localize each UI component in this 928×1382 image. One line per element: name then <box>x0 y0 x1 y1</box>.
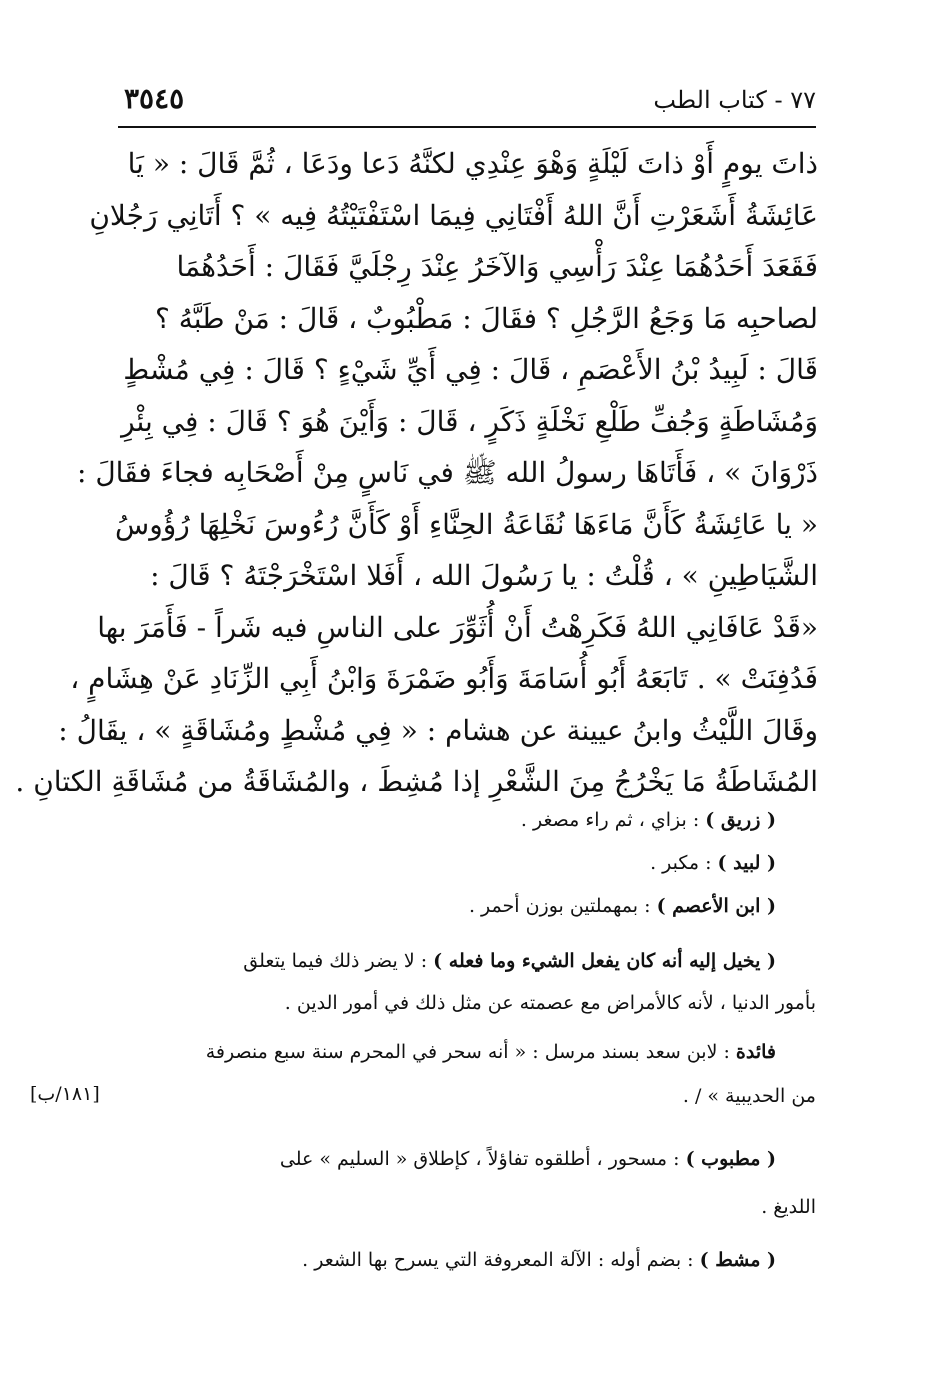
chapter-title: ٧٧ - كتاب الطب <box>653 86 816 114</box>
text-line: عَائِشَةُ أَشَعَرْتِ أَنَّ اللهُ أَفْتَانِي فِيمَا اسْتَفْتَيْتُهُ فِيه » ؟ أَتَانِي رَجُلانِ <box>89 198 818 232</box>
note-zuraiq <box>521 800 776 840</box>
text-line: الشَّيَاطِينِ » ، قُلْتُ : يا رَسُولَ الله ، أَفَلا اسْتَخْرَجْتَهُ ؟ قَالَ : <box>150 559 818 592</box>
note-term: ( لبيد ) <box>717 852 776 874</box>
header-divider <box>118 126 816 128</box>
text-line: وَمُشَاطَةٍ وَجُفِّ طَلْعِ نَخْلَةٍ ذَكَرٍ ، قَالَ : وَأَيْنَ هُوَ ؟ قَالَ : فِي بِئْرِ <box>121 404 818 438</box>
manuscript-folio-ref: [١٨١/ب] <box>30 1083 100 1105</box>
note-musht <box>302 1240 776 1280</box>
note-matbub <box>118 1135 816 1231</box>
note-faida <box>118 1030 816 1118</box>
note-text: اللديغ . <box>761 1196 816 1218</box>
note-term: ( مشط ) <box>699 1249 776 1271</box>
note-text: : لا يضر ذلك فيما يتعلق <box>243 950 434 972</box>
note-term: ( ابن الأعصم ) <box>656 895 776 917</box>
note-term: ( يخيل إليه أنه كان يفعل الشيء وما فعله ) <box>433 950 776 972</box>
text-line: فَقَعَدَ أَحَدُهُمَا عِنْدَ رَأْسِي وَالآخَرُ عِنْدَ رِجْلَيَّ فَقَالَ : أَحَدُهُمَا <box>176 250 818 283</box>
page-header <box>118 82 816 124</box>
note-yukhayyal <box>118 940 816 1024</box>
note-text: : بزاي ، ثم راء مصغر . <box>520 809 706 831</box>
text-line: وقَالَ اللَّيْثُ وابنُ عيينة عن هشام : « فِي مُشْطٍ ومُشَاقَةٍ » ، يقَالُ : <box>58 713 818 747</box>
note-text: : بمهملتين بوزن أحمر . <box>468 895 657 917</box>
text-line: لصاحبِه مَا وَجَعُ الرَّجُلِ ؟ فقَالَ : مَطْبُوبٌ ، قَالَ : مَنْ طَبَّهُ ؟ <box>155 301 818 335</box>
note-term: ( زريق ) <box>705 809 776 831</box>
hadith-number: ٣٥٤٥ <box>124 82 185 115</box>
note-term: ( مطبوب ) <box>685 1148 776 1170</box>
text-line: « يا عَائِشَةُ كَأَنَّ مَاءَهَا نُقَاعَةُ الحِنَّاءِ أَوْ كَأَنَّ رُءُوسَ نَخْلِهَا رُؤُوسُ <box>115 507 818 541</box>
note-text: : مسحور ، أطلقوه تفاؤلاً ، كإطلاق « السليم » على <box>279 1148 686 1170</box>
note-text: بأمور الدنيا ، لأنه كالأمراض مع عصمته عن مثل ذلك في أمور الدين . <box>284 992 816 1014</box>
note-text: : بضم أوله : الآلة المعروفة التي يسرح بها الشعر . <box>302 1249 700 1271</box>
note-text: : مكبر . <box>650 852 718 874</box>
note-labid <box>650 843 776 883</box>
text-line: فَدُفِنَتْ » . تَابَعَهُ أَبُو أُسَامَةَ وَأَبُو ضَمْرَةَ وَابْنُ أَبِي الزِّنَادِ عَنْ هِشَامٍ ، <box>70 662 818 695</box>
note-term: فائدة <box>735 1041 776 1063</box>
hadith-body <box>15 138 818 808</box>
text-line: قَالَ : لَبِيدُ بْنُ الأَعْصَمِ ، قَالَ : فِي أَيِّ شَيْءٍ ؟ قَالَ : فِي مُشْطٍ <box>123 353 818 386</box>
note-text: من الحديبية » / . <box>682 1085 816 1107</box>
note-text: : لابن سعد بسند مرسل : « أنه سحر في المحرم سنة سبع منصرفة <box>205 1041 736 1063</box>
text-line: المُشَاطَةُ مَا يَخْرُجُ مِنَ الشَّعْرِ إذا مُشِطَ ، والمُشَاقَةُ من مُشَاقَةِ الكتانِ . <box>15 765 818 798</box>
note-ibn-alasam <box>469 886 776 926</box>
text-line: «قَدْ عَافَانِي اللهُ فَكَرِهْتُ أَنْ أُثَوِّرَ على الناسِ فيه شَراً - فَأَمَرَ بها <box>97 610 818 644</box>
text-line: ذَرْوَانَ » ، فَأَتَاهَا رسولُ الله ﷺ في نَاسٍ مِنْ أَصْحَابِه فجاءَ فقَالَ : <box>77 456 818 489</box>
text-line: ذاتَ يومٍ أَوْ ذاتَ لَيْلَةٍ وَهْوَ عِنْدِي لكنَّهُ دَعا ودَعَا ، ثُمَّ قَالَ : « يَا <box>127 147 818 180</box>
